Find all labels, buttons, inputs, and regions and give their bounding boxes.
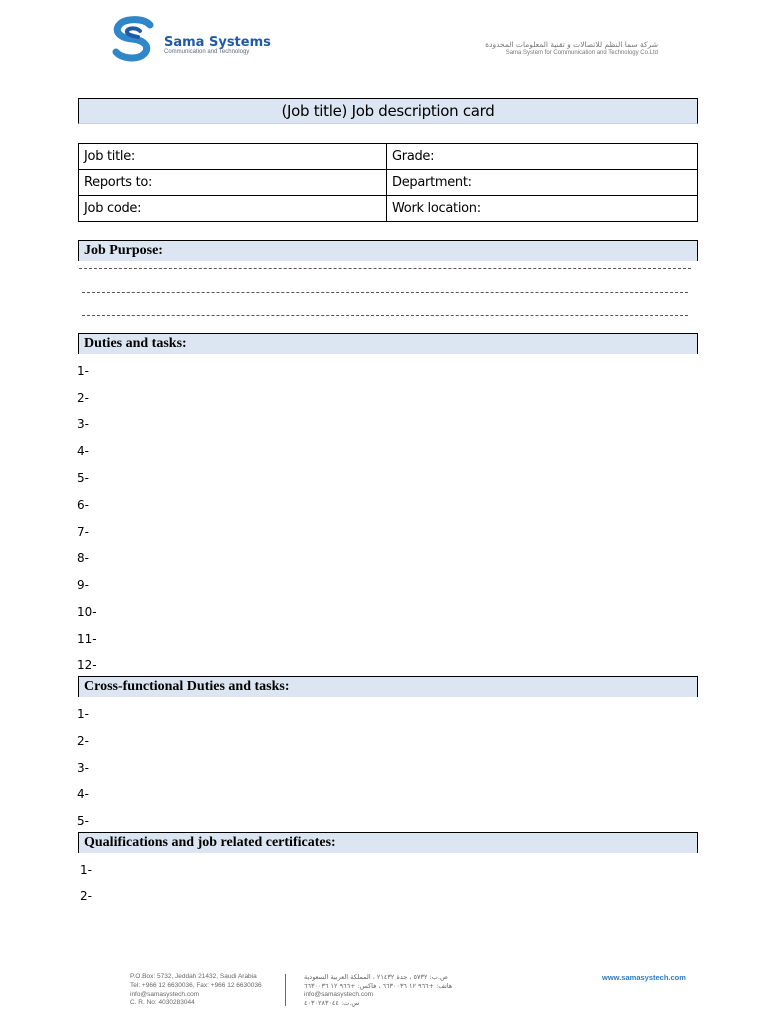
qualifications-header — [78, 832, 698, 853]
list-item: 6- — [77, 498, 89, 512]
list-item: 7- — [77, 525, 89, 539]
list-item: 5- — [77, 471, 89, 485]
work-location-field[interactable]: Work location: — [387, 196, 698, 222]
list-item: 3- — [77, 417, 89, 431]
list-item: 2- — [77, 391, 89, 405]
list-item: 1- — [77, 364, 89, 378]
footer-line: ص.ب: ٥٧٣٢ ، جدة ٢١٤٣٢ ، المملكة العربية السعودية — [304, 973, 448, 981]
list-item: 3- — [77, 761, 89, 775]
job-purpose-header — [78, 240, 698, 261]
dashed-line — [82, 315, 688, 316]
brand-tagline: Communication and Technology — [164, 49, 250, 55]
footer-line: info@samasystech.com — [304, 990, 374, 998]
department-field[interactable]: Department: — [387, 170, 698, 196]
table-row — [79, 196, 698, 222]
dashed-line — [79, 268, 691, 269]
company-name-english: Sama System for Communication and Technology Co.Ltd — [505, 50, 658, 56]
footer-contact-english — [130, 973, 262, 1008]
duties-header — [78, 333, 698, 354]
footer-line: info@samasystech.com — [130, 990, 200, 998]
list-item: 10- — [77, 605, 97, 619]
section-heading: Duties and tasks: — [84, 336, 187, 351]
list-item: 2- — [77, 734, 89, 748]
job-info-table — [78, 143, 698, 222]
brand-name: Sama Systems — [164, 35, 271, 50]
section-heading: Cross-functional Duties and tasks: — [84, 679, 290, 694]
document-title: (Job title) Job description card — [281, 102, 495, 120]
footer-website-link[interactable]: www.samasystech.com — [602, 973, 686, 982]
footer-divider — [285, 974, 286, 1006]
job-code-field[interactable]: Job code: — [79, 196, 387, 222]
list-item: 4- — [77, 444, 89, 458]
footer-line: هاتف: +٩٦٦ ١٢ ٦٦٣٠٠٣٦ ، فاكس: +٩٦٦ ١٢ ٦٦٣٠٠٣٦ — [304, 981, 453, 990]
footer-contact-arabic — [304, 973, 452, 1008]
section-heading: Job Purpose: — [84, 243, 163, 258]
list-item: 2- — [80, 889, 92, 903]
table-row — [79, 170, 698, 196]
footer-line: C. R. No: 4030283044 — [130, 999, 195, 1007]
footer-line: Tel: +966 12 6630036, Fax: +966 12 6630036 — [130, 981, 262, 989]
section-heading: Qualifications and job related certificates: — [84, 835, 336, 850]
sama-logo-icon — [110, 16, 158, 62]
company-name-arabic: شركة سما النظم للاتصالات و تقنية المعلومات المحدودة — [485, 40, 658, 49]
list-item: 9- — [77, 578, 89, 592]
footer-line: س.ت: ٤٠٣٠٢٨٣٠٤٤ — [304, 999, 360, 1008]
list-item: 4- — [77, 787, 89, 801]
cross-functional-header — [78, 676, 698, 697]
grade-field[interactable]: Grade: — [387, 144, 698, 170]
footer-line: P.O.Box: 5732, Jeddah 21432, Saudi Arabia — [130, 973, 257, 980]
list-item: 12- — [77, 658, 97, 672]
table-row — [79, 144, 698, 170]
list-item: 8- — [77, 551, 89, 565]
title-bar — [78, 98, 698, 124]
job-title-field[interactable]: Job title: — [79, 144, 387, 170]
list-item: 11- — [77, 632, 97, 646]
list-item: 5- — [77, 814, 89, 828]
dashed-line — [82, 292, 688, 293]
list-item: 1- — [77, 707, 89, 721]
reports-to-field[interactable]: Reports to: — [79, 170, 387, 196]
list-item: 1- — [80, 863, 92, 877]
